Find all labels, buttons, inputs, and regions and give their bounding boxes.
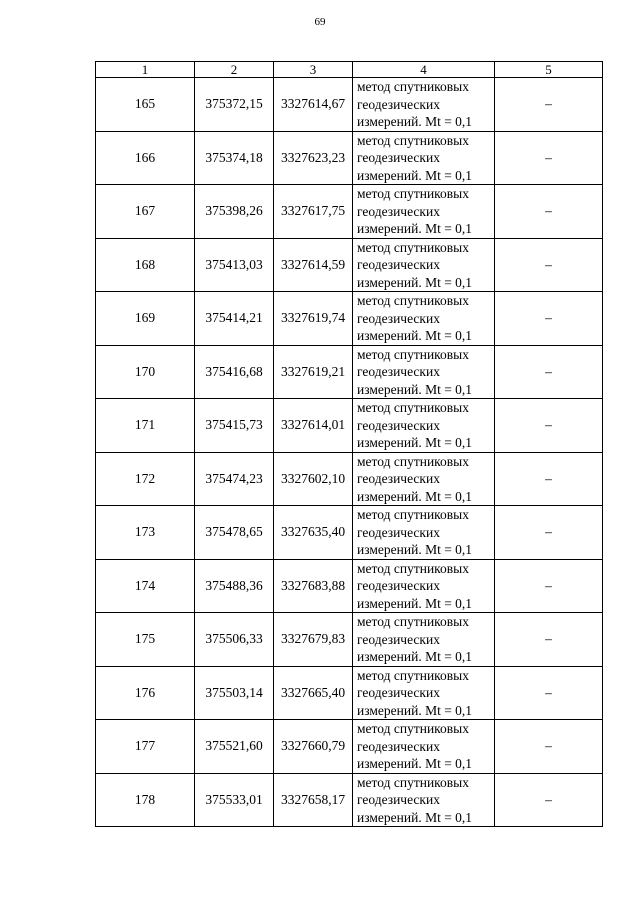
point-number-cell: 178 <box>96 773 195 827</box>
method-line: геодезических <box>357 685 440 700</box>
method-line: геодезических <box>357 364 440 379</box>
x-coordinate-cell: 375506,33 <box>195 613 274 667</box>
method-cell <box>353 131 495 185</box>
y-coordinate-cell: 3327683,88 <box>274 559 353 613</box>
method-line: измерений. Mt = 0,1 <box>357 702 473 718</box>
note-cell: – <box>495 399 603 453</box>
x-coordinate-cell: 375398,26 <box>195 185 274 239</box>
method-cell <box>353 773 495 827</box>
x-coordinate-cell: 375413,03 <box>195 238 274 292</box>
header-col-5: 5 <box>495 62 603 78</box>
method-line: метод спутниковых <box>357 614 469 629</box>
y-coordinate-cell: 3327614,01 <box>274 399 353 453</box>
note-cell: – <box>495 292 603 346</box>
x-coordinate-cell: 375415,73 <box>195 399 274 453</box>
point-number-cell: 166 <box>96 131 195 185</box>
x-coordinate-cell: 375521,60 <box>195 720 274 774</box>
table-row <box>96 399 603 453</box>
table-row <box>96 238 603 292</box>
note-cell: – <box>495 185 603 239</box>
method-cell <box>353 506 495 560</box>
method-line: метод спутниковых <box>357 186 469 201</box>
method-line: геодезических <box>357 203 440 219</box>
point-number-cell: 169 <box>96 292 195 346</box>
method-line: измерений. Mt = 0,1 <box>357 328 473 343</box>
method-line: измерений. Mt = 0,1 <box>357 435 473 450</box>
table-row <box>96 666 603 720</box>
method-line: метод спутниковых <box>357 721 469 736</box>
note-cell: – <box>495 506 603 560</box>
method-cell <box>353 238 495 292</box>
table-row <box>96 506 603 560</box>
y-coordinate-cell: 3327635,40 <box>274 506 353 560</box>
header-col-2: 2 <box>195 62 274 78</box>
point-number-cell: 177 <box>96 720 195 774</box>
point-number-cell: 167 <box>96 185 195 239</box>
method-line: геодезических <box>357 738 440 754</box>
method-cell <box>353 452 495 506</box>
method-line: геодезических <box>357 417 440 433</box>
method-line: измерений. Mt = 0,1 <box>357 809 473 825</box>
table-row <box>96 78 603 132</box>
page-number: 69 <box>314 16 326 28</box>
y-coordinate-cell: 3327623,23 <box>274 131 353 185</box>
y-coordinate-cell: 3327658,17 <box>274 773 353 827</box>
point-number-cell: 175 <box>96 613 195 667</box>
method-cell <box>353 559 495 613</box>
y-coordinate-cell: 3327619,21 <box>274 345 353 399</box>
method-line: измерений. Mt = 0,1 <box>357 381 473 397</box>
note-cell: – <box>495 559 603 613</box>
method-line: геодезических <box>357 578 440 593</box>
method-line: геодезических <box>357 524 440 540</box>
point-number-cell: 170 <box>96 345 195 399</box>
y-coordinate-cell: 3327665,40 <box>274 666 353 720</box>
method-line: геодезических <box>357 631 440 647</box>
x-coordinate-cell: 375488,36 <box>195 559 274 613</box>
y-coordinate-cell: 3327617,75 <box>274 185 353 239</box>
x-coordinate-cell: 375416,68 <box>195 345 274 399</box>
note-cell: – <box>495 452 603 506</box>
header-col-3: 3 <box>274 62 353 78</box>
header-col-1: 1 <box>96 62 195 78</box>
note-cell: – <box>495 773 603 827</box>
table-row <box>96 292 603 346</box>
point-number-cell: 171 <box>96 399 195 453</box>
method-cell <box>353 345 495 399</box>
x-coordinate-cell: 375533,01 <box>195 773 274 827</box>
point-number-cell: 173 <box>96 506 195 560</box>
method-line: измерений. Mt = 0,1 <box>357 221 473 236</box>
table-body <box>96 78 603 827</box>
coordinates-table <box>95 61 603 827</box>
table-row <box>96 452 603 506</box>
method-cell <box>353 613 495 667</box>
note-cell: – <box>495 238 603 292</box>
method-line: измерений. Mt = 0,1 <box>357 274 473 290</box>
point-number-cell: 172 <box>96 452 195 506</box>
point-number-cell: 168 <box>96 238 195 292</box>
note-cell: – <box>495 345 603 399</box>
method-line: измерений. Mt = 0,1 <box>357 114 473 129</box>
header-col-4: 4 <box>353 62 495 78</box>
method-line: метод спутниковых <box>357 346 469 362</box>
method-line: метод спутниковых <box>357 293 469 308</box>
x-coordinate-cell: 375478,65 <box>195 506 274 560</box>
x-coordinate-cell: 375372,15 <box>195 78 274 132</box>
method-line: геодезических <box>357 471 440 486</box>
table-row <box>96 131 603 185</box>
table-row <box>96 773 603 827</box>
method-cell <box>353 78 495 132</box>
method-line: геодезических <box>357 310 440 326</box>
method-cell <box>353 185 495 239</box>
y-coordinate-cell: 3327602,10 <box>274 452 353 506</box>
method-line: геодезических <box>357 792 440 807</box>
table-row <box>96 613 603 667</box>
method-line: метод спутниковых <box>357 453 469 469</box>
method-cell <box>353 292 495 346</box>
method-cell <box>353 666 495 720</box>
method-line: метод спутниковых <box>357 560 469 576</box>
note-cell: – <box>495 78 603 132</box>
point-number-cell: 165 <box>96 78 195 132</box>
method-line: метод спутниковых <box>357 667 469 683</box>
method-line: измерений. Mt = 0,1 <box>357 542 473 557</box>
table-row <box>96 185 603 239</box>
method-line: геодезических <box>357 257 440 272</box>
method-line: измерений. Mt = 0,1 <box>357 488 473 504</box>
method-line: измерений. Mt = 0,1 <box>357 756 473 771</box>
method-line: метод спутниковых <box>357 774 469 790</box>
method-cell <box>353 399 495 453</box>
table-row <box>96 345 603 399</box>
y-coordinate-cell: 3327614,67 <box>274 78 353 132</box>
x-coordinate-cell: 375414,21 <box>195 292 274 346</box>
table-row <box>96 720 603 774</box>
x-coordinate-cell: 375503,14 <box>195 666 274 720</box>
x-coordinate-cell: 375474,23 <box>195 452 274 506</box>
method-line: геодезических <box>357 150 440 165</box>
method-line: измерений. Mt = 0,1 <box>357 595 473 611</box>
method-line: геодезических <box>357 96 440 112</box>
note-cell: – <box>495 720 603 774</box>
header-row <box>96 62 603 78</box>
method-line: измерений. Mt = 0,1 <box>357 167 473 183</box>
method-line: метод спутниковых <box>357 400 469 415</box>
method-line: метод спутниковых <box>357 239 469 255</box>
y-coordinate-cell: 3327679,83 <box>274 613 353 667</box>
method-line: метод спутниковых <box>357 132 469 148</box>
method-line: метод спутниковых <box>357 79 469 94</box>
y-coordinate-cell: 3327619,74 <box>274 292 353 346</box>
table-row <box>96 559 603 613</box>
method-line: метод спутниковых <box>357 507 469 522</box>
note-cell: – <box>495 131 603 185</box>
y-coordinate-cell: 3327614,59 <box>274 238 353 292</box>
method-cell <box>353 720 495 774</box>
note-cell: – <box>495 666 603 720</box>
note-cell: – <box>495 613 603 667</box>
y-coordinate-cell: 3327660,79 <box>274 720 353 774</box>
point-number-cell: 174 <box>96 559 195 613</box>
x-coordinate-cell: 375374,18 <box>195 131 274 185</box>
method-line: измерений. Mt = 0,1 <box>357 649 473 664</box>
point-number-cell: 176 <box>96 666 195 720</box>
